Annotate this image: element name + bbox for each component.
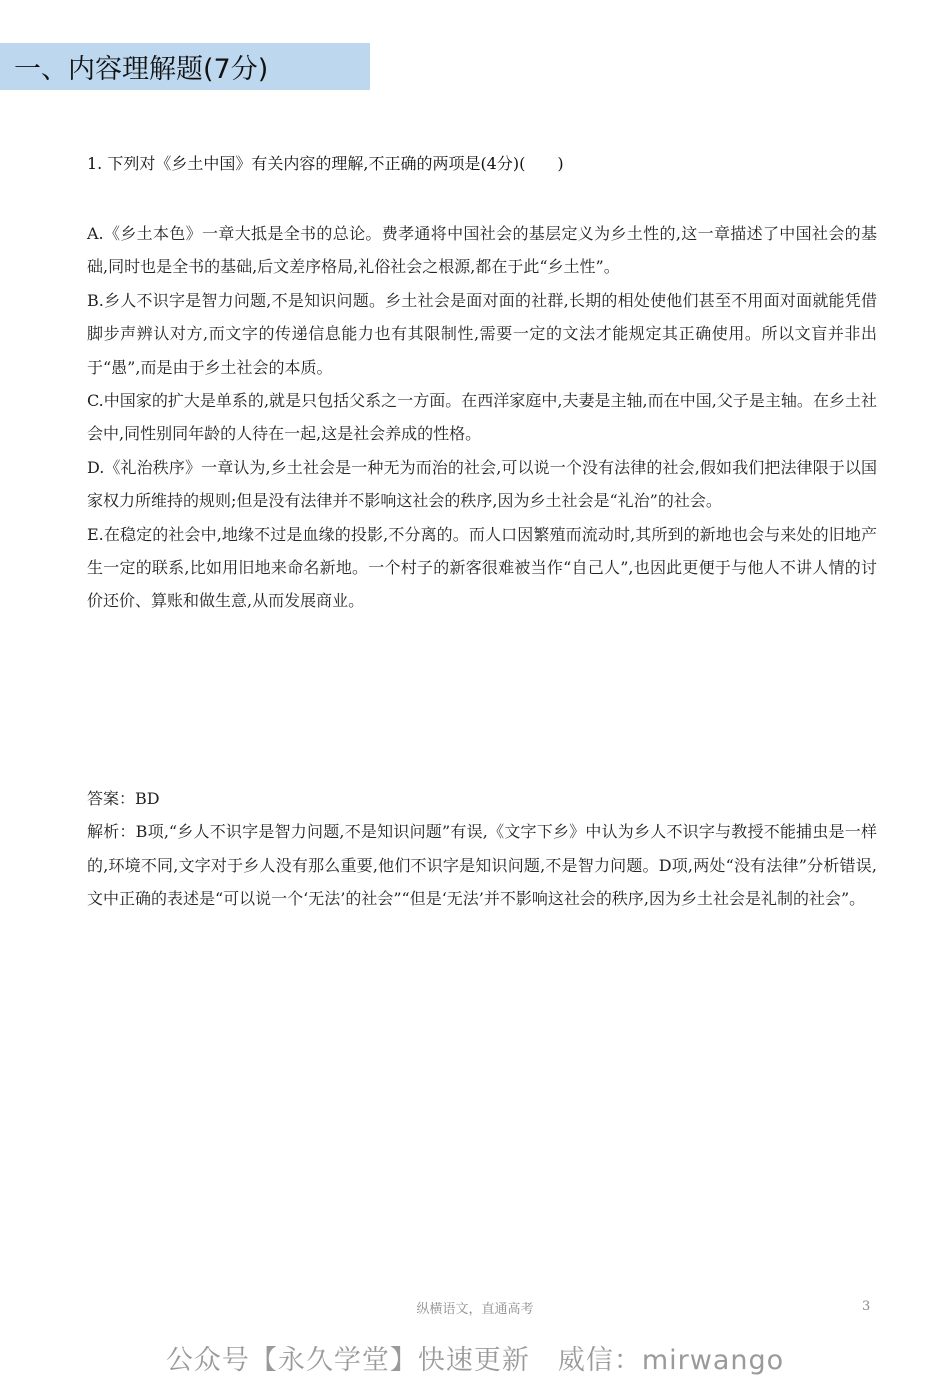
option-d: D.《礼治秩序》一章认为,乡土社会是一种无为而治的社会,可以说一个没有法律的社会,假如我们把法律限于以国家权力所维持的规则;但是没有法律并不影响这社会的秩序,因为乡土社会是“礼治”的社会。	[87, 457, 877, 511]
option-c: C.中国家的扩大是单系的,就是只包括父系之一方面。在西洋家庭中,夫妻是主轴,而在中国,父子是主轴。在乡土社会中,同性别同年龄的人待在一起,这是社会养成的性格。	[87, 391, 877, 444]
answer-line: 答案：BD	[87, 789, 160, 808]
section-title-banner	[0, 43, 370, 90]
option-b: B.乡人不识字是智力问题,不是知识问题。乡土社会是面对面的社群,长期的相处使他们甚至不用面对面就能凭借脚步声辨认对方,而文字的传递信息能力也有其限制性,需要一定的文法才能规定其正确使用。所以文盲并非出于“愚”,而是由于乡土社会的本质。	[87, 290, 877, 377]
answer-block	[87, 782, 877, 916]
option-e: E.在稳定的社会中,地缘不过是血缘的投影,不分离的。而人口因繁殖而流动时,其所到的新地也会与来处的旧地产生一定的联系,比如用旧地来命名新地。一个村子的新客很难被当作“自己人”,也因此更便于与他人不讲人情的讨价还价、算账和做生意,从而发展商业。	[87, 524, 877, 611]
footer-slogan: 纵横语文，直通高考	[416, 1302, 534, 1317]
watermark-text: 公众号【永久学堂】快速更新 威信：mirwango	[165, 1345, 785, 1376]
section-title: 一、内容理解题(7分)	[14, 54, 269, 85]
options-list	[87, 217, 877, 618]
page-number: 3	[862, 1299, 871, 1314]
answer-analysis: 解析：B项,“乡人不识字是智力问题,不是知识问题”有误,《文字下乡》中认为乡人不识字与教授不能捕虫是一样的,环境不同,文字对于乡人没有那么重要,他们不识字是知识问题,不是智力问题。D项,两处“没有法律”分析错误,文中正确的表述是“可以说一个‘无法’的社会”“但是‘无法’并不影响这社会的秩序,因为乡土社会是礼制的社会”。	[87, 822, 877, 909]
question-stem: 1. 下列对《乡土中国》有关内容的理解,不正确的两项是(4分)( )	[87, 154, 564, 173]
option-a: A.《乡土本色》一章大抵是全书的总论。费孝通将中国社会的基层定义为乡土性的,这一章描述了中国社会的基础,同时也是全书的基础,后文差序格局,礼俗社会之根源,都在于此“乡土性”。	[87, 224, 877, 277]
